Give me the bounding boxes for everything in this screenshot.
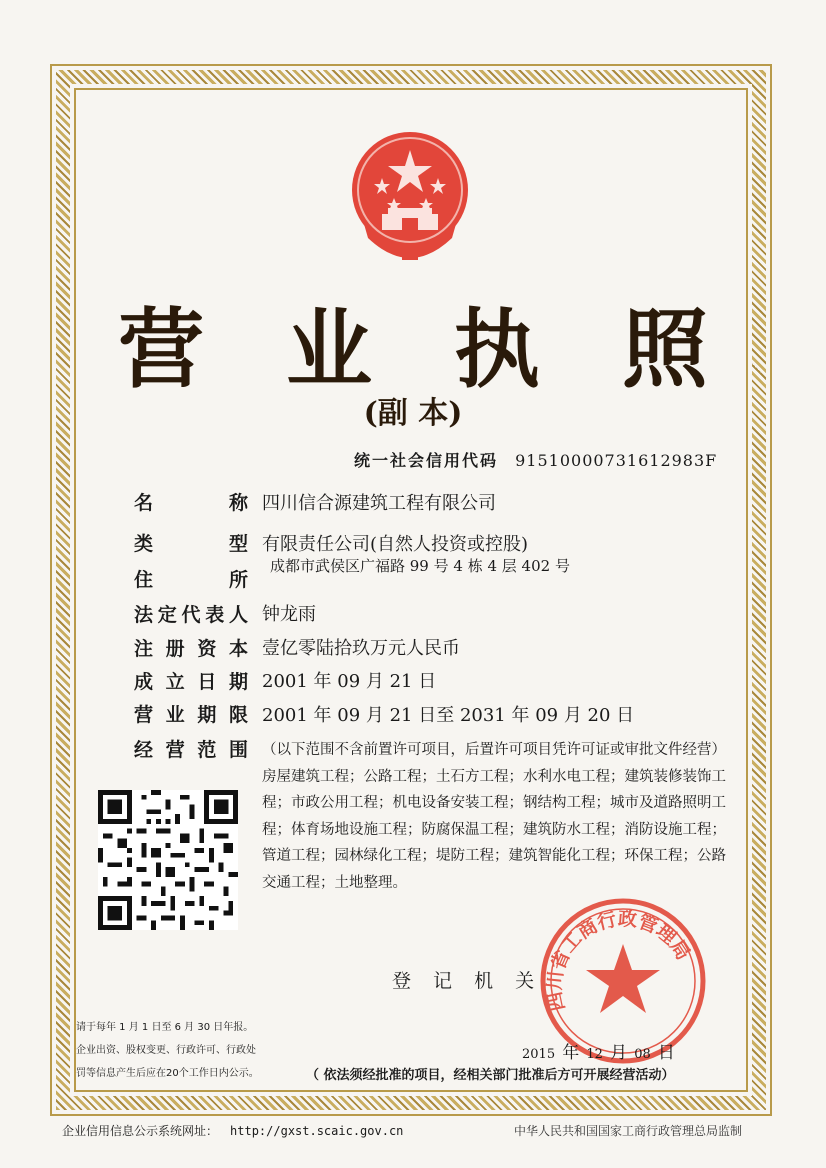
type-label: 类 型 [134, 533, 248, 555]
address-value: 成都市武侯区广福路 99 号 4 栋 4 层 402 号 [270, 557, 570, 575]
established-value: 2001 年 09 月 21 日 [262, 671, 437, 692]
credit-code-label: 统一社会信用代码 [354, 451, 499, 470]
established-label: 成 立 日 期 [134, 671, 248, 693]
certificate-title: 营 业 执 照 [118, 299, 734, 400]
credit-code-value: 91510000731612983F [515, 451, 718, 470]
address-label: 住 所 [134, 569, 248, 591]
name-label: 名 称 [134, 492, 248, 514]
national-emblem-icon [342, 128, 478, 264]
notice-line: 企业出资、股权变更、行政许可、行政处 [76, 1045, 256, 1056]
footer-website: 企业信用信息公示系统网址： http://gxst.scaic.gov.cn [62, 1124, 404, 1138]
name-value: 四川信合源建筑工程有限公司 [262, 493, 496, 514]
seal-text: 四川省工商行政管理局 [543, 907, 695, 1013]
scope-label: 经 营 范 围 [134, 739, 248, 761]
legal-rep-label: 法 定 代 表 人 [134, 604, 248, 626]
notice-line: 请于每年 1 月 1 日至 6 月 30 日年报。 [76, 1022, 254, 1033]
legal-rep-value: 钟龙雨 [262, 604, 316, 625]
term-label: 营 业 期 限 [134, 704, 248, 726]
issue-date: 2015 年 12 月 08 日 [522, 1043, 675, 1063]
scope-value: （以下范围不含前置许可项目，后置许可项目凭许可证或审批文件经营）房屋建筑工程；公路工程；土石方工程；水利水电工程；建筑装修装饰工程；市政公用工程；机电设备安装工程；钢结构工程；城市及道路照明工程；体育场地设施工程；防腐保温工程；建筑防水工程；消防设施工程；管道工程；园林绿化工程；堤防工程；建筑智能化工程；环保工程；公路交通工程；土地整理。 [262, 742, 726, 891]
annual-report-notice [76, 1016, 286, 1085]
capital-label: 注 册 资 本 [134, 638, 248, 660]
website-link[interactable]: http://gxst.scaic.gov.cn [230, 1124, 404, 1138]
footer-issuer: 中华人民共和国国家工商行政管理总局监制 [514, 1124, 743, 1138]
issue-month: 12 [586, 1047, 603, 1062]
issue-year: 2015 [522, 1047, 556, 1062]
issue-day: 08 [634, 1047, 651, 1062]
type-value: 有限责任公司(自然人投资或控股) [262, 534, 529, 555]
registration-authority-label: 登 记 机 关 [392, 970, 543, 992]
capital-value: 壹亿零陆拾玖万元人民币 [262, 638, 460, 659]
qr-code-icon[interactable] [98, 790, 238, 930]
term-value: 2001 年 09 月 21 日至 2031 年 09 月 20 日 [262, 705, 635, 726]
certificate-subtitle: (副 本) [363, 396, 463, 431]
notice-line: 罚等信息产生后应在20个工作日内公示。 [76, 1068, 259, 1079]
credit-code-row [354, 448, 717, 471]
approval-note: （ 依法须经批准的项目，经相关部门批准后方可开展经营活动） [306, 1068, 675, 1083]
